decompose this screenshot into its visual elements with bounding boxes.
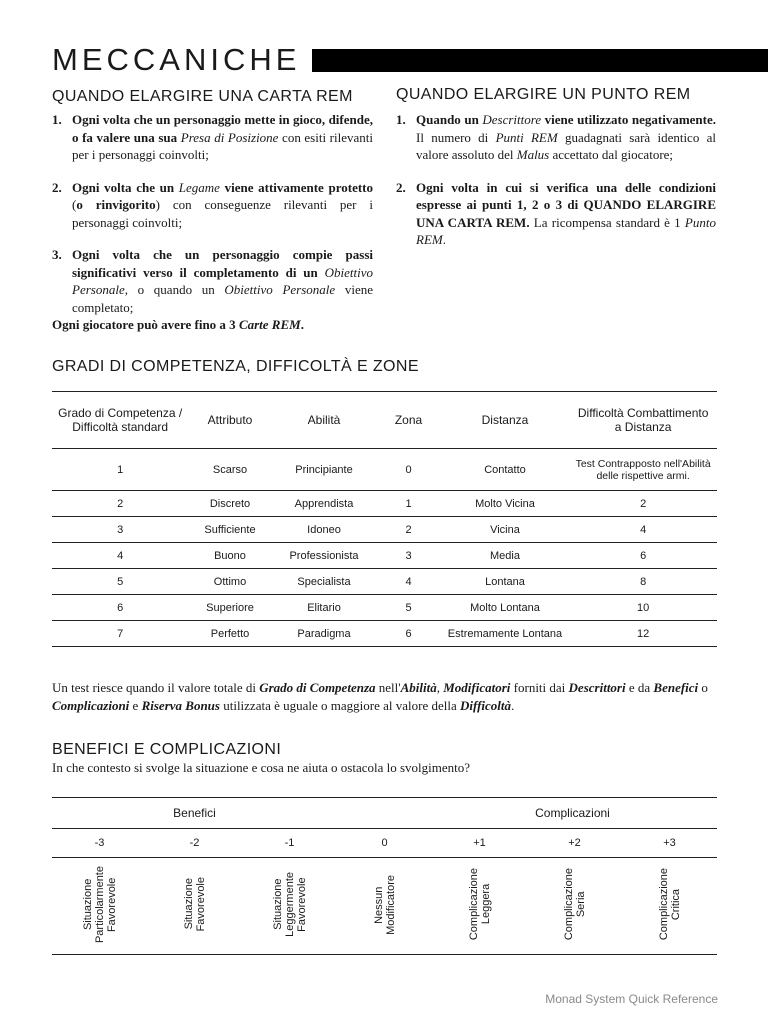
text-run: con esiti rilevanti per i personaggi coinvolti;	[72, 129, 373, 162]
competence-table	[52, 391, 717, 647]
table-cell: 1	[376, 491, 440, 517]
table-cell: Specialista	[272, 569, 377, 595]
heading-carta-rem: QUANDO ELARGIRE UNA CARTA REM	[52, 88, 353, 105]
table-cell: 0	[376, 449, 440, 491]
modifier-label: Nessun Modificatore	[372, 874, 397, 935]
table-cell: Buono	[188, 543, 271, 569]
text-run: .	[300, 317, 304, 332]
benefici-group-label: Benefici	[52, 798, 337, 829]
table-cell: 10	[569, 595, 717, 621]
table-cell: Superiore	[188, 595, 271, 621]
table-cell: Test Contrapposto nell'Abilità delle rispettive armi.	[569, 449, 717, 491]
table-cell: Perfetto	[188, 621, 271, 647]
text-run: e da	[625, 680, 654, 695]
table-cell: 5	[52, 569, 188, 595]
column-header: Difficoltà Combattimento a Distanza	[569, 392, 717, 449]
text-run: Difficoltà	[460, 698, 512, 713]
table-row	[52, 449, 717, 491]
text-run: La ricompensa standard è 1	[529, 214, 685, 230]
text-run: Ogni volta che un	[72, 179, 179, 195]
text-run: guadagnati sarà identico al valore assoluto del	[416, 129, 716, 162]
table-row	[52, 543, 717, 569]
text-run: viene completato;	[72, 282, 373, 315]
table-cell: 6	[569, 543, 717, 569]
table-cell: Professionista	[272, 543, 377, 569]
table-cell: 8	[569, 569, 717, 595]
list-punto-rem	[396, 111, 716, 264]
text-run: Obiettivo Personale	[72, 264, 373, 297]
text-run: Legame	[178, 179, 220, 195]
text-run: Complicazioni	[52, 698, 130, 713]
text-run: ) con conseguenze rilevanti per i personaggi coinvolti;	[72, 197, 373, 230]
table-cell: 4	[569, 517, 717, 543]
table-cell: Apprendista	[272, 491, 377, 517]
table-row	[52, 491, 717, 517]
table-row	[52, 621, 717, 647]
modifier-label-cell	[147, 858, 242, 955]
text-run: Punti REM	[495, 129, 558, 145]
modifier-label: Situazione Leggermente Favorevole	[271, 872, 308, 937]
carta-item-2	[52, 179, 373, 232]
table-cell: 6	[52, 595, 188, 621]
table-cell: Molto Lontana	[441, 595, 570, 621]
list-number: 1.	[396, 112, 406, 127]
benefici-table	[52, 797, 717, 955]
text-run: Riserva Bonus	[141, 698, 220, 713]
title-bar	[312, 49, 768, 72]
table-row	[52, 569, 717, 595]
text-run: .	[511, 698, 515, 713]
text-run: Punto REM	[416, 214, 716, 247]
text-run: Descrittore	[482, 112, 542, 127]
text-run: Quando un	[416, 112, 483, 127]
table-cell: Scarso	[188, 449, 271, 491]
text-run: o rinvigorito	[76, 197, 156, 212]
heading-benefici: BENEFICI E COMPLICAZIONI	[52, 741, 282, 758]
benefici-subtitle: In che contesto si svolge la situazione e cosa ne aiuta o ostacola lo svolgimento?	[52, 760, 471, 775]
table-cell: 4	[52, 543, 188, 569]
list-number: 3.	[52, 247, 62, 262]
table-cell: Molto Vicina	[441, 491, 570, 517]
text-run: accettato dal giocatore;	[549, 147, 674, 162]
text-run: nell'	[375, 680, 401, 695]
page-title: MECCANICHE	[52, 42, 301, 77]
table-cell: Vicina	[441, 517, 570, 543]
modifier-label-cell	[337, 858, 432, 955]
text-run: Ogni volta che un personaggio compie passi significativi verso il completamento di un	[72, 247, 373, 280]
list-number: 1.	[52, 112, 62, 127]
table-cell: 3	[376, 543, 440, 569]
column-header: Zona	[376, 392, 440, 449]
column-header: Attributo	[188, 392, 271, 449]
limit-note	[52, 317, 304, 333]
punto-item-2	[396, 179, 716, 249]
modifier-label: Complicazione Critica	[657, 868, 682, 941]
modifier-label: Complicazione Seria	[562, 868, 587, 941]
modifier-value: -3	[52, 829, 147, 858]
modifier-label-cell	[622, 858, 717, 955]
modifier-value: +1	[432, 829, 527, 858]
footer: Monad System Quick Reference	[545, 992, 718, 1006]
text-run: Abilità	[400, 680, 437, 695]
table-cell: Elitario	[272, 595, 377, 621]
text-run: ,	[436, 680, 444, 695]
table-cell: 12	[569, 621, 717, 647]
table-cell: 2	[52, 491, 188, 517]
table-cell: Idoneo	[272, 517, 377, 543]
table-cell: 3	[52, 517, 188, 543]
text-run: Modificatori	[443, 680, 511, 695]
table-cell: Estremamente Lontana	[441, 621, 570, 647]
table-cell: 2	[376, 517, 440, 543]
list-carta-rem	[52, 111, 373, 331]
text-run: Carte REM	[238, 317, 301, 332]
text-run: Descrittori	[568, 680, 626, 695]
text-run: Benefici	[653, 680, 699, 695]
carta-item-1	[52, 111, 373, 164]
modifier-label: Situazione Favorevole	[182, 877, 207, 932]
table-cell: Contatto	[441, 449, 570, 491]
text-run: Il numero di	[416, 129, 496, 145]
column-header: Distanza	[441, 392, 570, 449]
modifier-label-cell	[527, 858, 622, 955]
table-row	[52, 595, 717, 621]
modifier-value: +3	[622, 829, 717, 858]
table-cell: 5	[376, 595, 440, 621]
modifier-value: -2	[147, 829, 242, 858]
modifier-label-cell	[432, 858, 527, 955]
modifier-label-cell	[52, 858, 147, 955]
table-cell: Sufficiente	[188, 517, 271, 543]
heading-punto-rem: QUANDO ELARGIRE UN PUNTO REM	[396, 86, 691, 103]
text-run: Obiettivo Personale	[224, 282, 336, 297]
table-cell: 2	[569, 491, 717, 517]
text-run: Ogni giocatore può avere fino a 3	[52, 317, 239, 332]
modifier-label: Complicazione Leggera	[467, 868, 492, 941]
text-run: Presa di Posizione	[180, 129, 279, 145]
text-run: viene utilizzato negativamente.	[541, 112, 716, 127]
text-run: viene attivamente protetto	[219, 179, 373, 195]
modifier-value: +2	[527, 829, 622, 858]
text-run: Ogni volta in cui si verifica una delle condizioni espresse ai punti 1, 2 o 3 di QUANDO ELARGIRE UNA CARTA REM.	[416, 179, 716, 230]
carta-item-3	[52, 246, 373, 316]
modifier-value: -1	[242, 829, 337, 858]
test-rule-text	[52, 679, 718, 715]
text-run: Malus	[516, 147, 550, 162]
table-cell: Discreto	[188, 491, 271, 517]
text-run: Grado di Competenza	[259, 680, 376, 695]
punto-item-1	[396, 111, 716, 164]
table-cell: Paradigma	[272, 621, 377, 647]
text-run: (	[72, 197, 77, 212]
table-cell: 4	[376, 569, 440, 595]
text-run: Ogni volta che un personaggio mette in gioco, difende, o fa valere una sua	[72, 112, 373, 145]
text-run: .	[442, 232, 446, 247]
complicazioni-group-label: Complicazioni	[432, 798, 717, 829]
table-cell: 6	[376, 621, 440, 647]
column-header: Abilità	[272, 392, 377, 449]
column-header: Grado di Competenza / Difficoltà standard	[52, 392, 188, 449]
table-row	[52, 517, 717, 543]
modifier-value: 0	[337, 829, 432, 858]
table-cell: 7	[52, 621, 188, 647]
text-run: utilizzata è uguale o maggiore al valore della	[219, 698, 460, 713]
table-cell: Ottimo	[188, 569, 271, 595]
text-run: forniti dai	[510, 680, 569, 695]
modifier-label: Situazione Particolarmente Favorevole	[81, 865, 118, 944]
table-cell: Lontana	[441, 569, 570, 595]
heading-competence: GRADI DI COMPETENZA, DIFFICOLTÀ E ZONE	[52, 358, 419, 375]
text-run: , o quando un	[124, 282, 225, 297]
text-run: Un test riesce quando il valore totale di	[52, 680, 260, 695]
text-run: e	[129, 698, 142, 713]
modifier-label-cell	[242, 858, 337, 955]
list-number: 2.	[396, 179, 406, 195]
table-cell: Media	[441, 543, 570, 569]
text-run: o	[698, 680, 708, 695]
table-cell: 1	[52, 449, 188, 491]
list-number: 2.	[52, 179, 62, 195]
table-cell: Principiante	[272, 449, 377, 491]
